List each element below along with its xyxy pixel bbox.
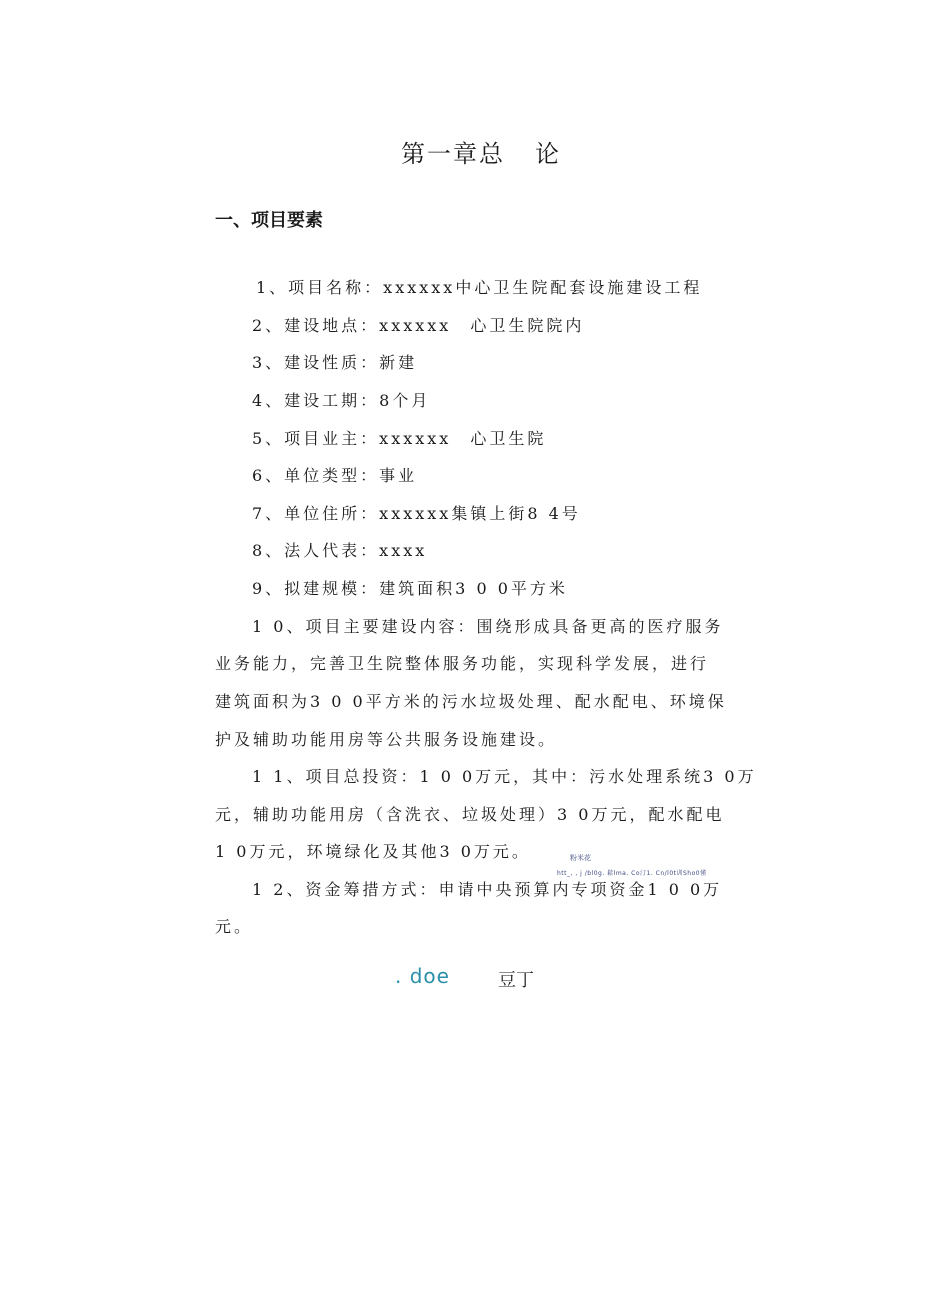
chapter-title-main: 第一章总 [401, 140, 505, 168]
item-funding-line-1: 1 2、资金筹措方式：申请中央预算内专项资金1 0 0万 [252, 880, 723, 899]
item-investment-line-3: 1 0万元，环境绿化及其他3 0万元。 [215, 842, 531, 861]
watermark-url: htt_, , j /bl0g. 鬆lma. Co汀1. Cn/l0t训Sho0懂 [557, 870, 707, 877]
section-heading: 一、项目要素 [215, 210, 323, 231]
item-legal-rep: 8、法人代表：xxxx [252, 541, 428, 560]
item-unit-type: 6、单位类型：事业 [252, 466, 418, 485]
item-content-line-2: 业务能力，完善卫生院整体服务功能，实现科学发展，进行 [215, 654, 710, 673]
item-investment-line-1: 1 1、项目总投资：1 0 0万元，其中：污水处理系统3 0万 [252, 767, 757, 786]
item-content-line-1: 1 0、项目主要建设内容：围绕形成具备更高的医疗服务 [252, 617, 724, 636]
chapter-title-end: 论 [535, 140, 561, 168]
docin-logo-text: . doe [395, 964, 450, 988]
item-project-name: 1、项目名称：xxxxxx中心卫生院配套设施建设工程 [256, 278, 703, 297]
item-content-line-3: 建筑面积为3 0 0平方米的污水垃圾处理、配水配电、环境保 [215, 692, 727, 711]
docin-logo-cn: 豆丁 [498, 970, 534, 991]
watermark-title: 粉米花 [570, 854, 591, 862]
item-owner: 5、项目业主：xxxxxx 心卫生院 [252, 429, 547, 448]
item-scale: 9、拟建规模：建筑面积3 0 0平方米 [252, 579, 568, 598]
item-location: 2、建设地点：xxxxxx 心卫生院院内 [252, 316, 585, 335]
item-duration: 4、建设工期：8个月 [252, 391, 431, 410]
item-content-line-4: 护及辅助功能用房等公共服务设施建设。 [215, 730, 558, 749]
item-nature: 3、建设性质：新建 [252, 353, 418, 372]
item-funding-line-2: 元。 [215, 917, 254, 936]
item-address: 7、单位住所：xxxxxx集镇上街8 4号 [252, 504, 581, 523]
item-investment-line-2: 元，辅助功能用房（含洗衣、垃圾处理）3 0万元，配水配电 [215, 805, 725, 824]
chapter-title [0, 134, 950, 169]
